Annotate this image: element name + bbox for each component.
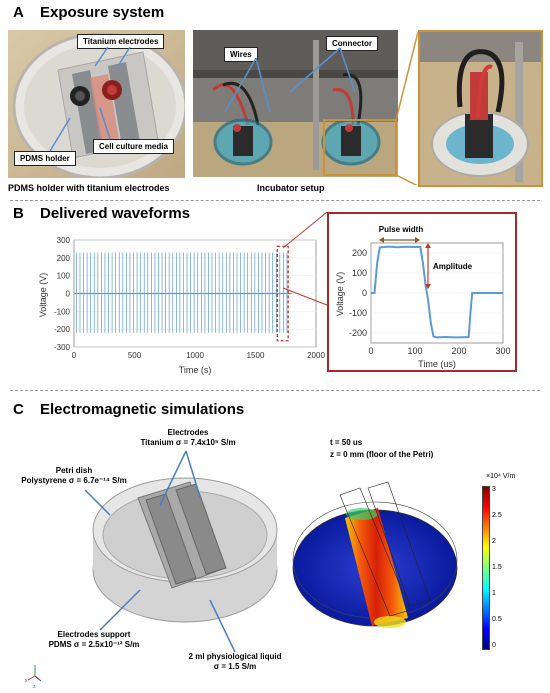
zoom-x-tick: 200	[451, 346, 467, 356]
train-x-tick: 0	[71, 351, 77, 360]
train-x-tick: 1500	[246, 351, 265, 360]
pulse-trace	[371, 247, 503, 338]
zoom-y-tick: 200	[351, 248, 367, 258]
colorbar-tick: 0	[492, 642, 496, 649]
train-y-tick: -300	[53, 343, 70, 352]
petri-dish-conductivity: Polystyrene σ = 6.7e⁻¹⁴ S/m	[21, 476, 127, 485]
label-pdms-holder: PDMS holder	[14, 151, 76, 166]
zoom-x-tick: 100	[407, 346, 423, 356]
support-name: Electrodes support	[57, 630, 131, 639]
colorbar-tick: 2	[492, 538, 496, 545]
train-x-tick: 500	[127, 351, 142, 360]
colorbar	[482, 486, 490, 650]
colorbar-tick: 3	[492, 486, 496, 493]
amplitude-label: Amplitude	[433, 262, 473, 271]
train-y-tick: -200	[53, 325, 70, 335]
panel-a-letter: A	[13, 4, 24, 21]
support-conductivity: PDMS σ = 2.5x10⁻¹² S/m	[48, 640, 140, 649]
panel-c-title: Electromagnetic simulations	[40, 401, 245, 418]
zoom-x-tick: 300	[495, 346, 511, 356]
single-pulse-chart	[329, 214, 515, 370]
train-x-tick: 1000	[186, 351, 204, 360]
zoom-y-tick: -200	[348, 328, 367, 338]
field-simulation-map	[290, 480, 465, 640]
colorbar-tick: 0.5	[492, 616, 502, 623]
zoom-y-tick: -100	[348, 308, 367, 318]
zoom-y-tick: 0	[361, 288, 367, 298]
pulse-width-annotation	[379, 225, 424, 243]
y-axis-label: Voltage (V)	[335, 271, 345, 317]
electrodes-name: Electrodes	[167, 428, 209, 437]
zoom-y-tick: 100	[351, 268, 367, 278]
caption-pdms-holder: PDMS holder with titanium electrodes	[8, 183, 170, 193]
electrodes-conductivity: Titanium σ = 7.4x10⁵ S/m	[140, 438, 236, 447]
train-y-tick: 0	[65, 289, 70, 299]
label-titanium-electrodes: Titanium electrodes	[77, 34, 164, 49]
train-y-tick: -100	[53, 307, 70, 317]
petri-dish-name: Petri dish	[55, 466, 93, 475]
colorbar-unit-text: V/m	[502, 473, 516, 480]
colorbar-ticks	[492, 486, 512, 648]
label-wires: Wires	[224, 47, 258, 62]
caption-incubator-setup: Incubator setup	[257, 183, 325, 193]
train-x-tick: 2000	[307, 351, 325, 360]
svg-text:x: x	[25, 678, 28, 684]
liquid-name: 2 ml physiological liquid	[188, 652, 282, 661]
panel-a-title: Exposure system	[40, 4, 165, 21]
axis-triad	[25, 662, 47, 688]
x-axis-label: Time (s)	[178, 365, 212, 375]
liquid-conductivity: σ = 1.5 S/m	[213, 662, 257, 671]
colorbar-tick: 2.5	[492, 512, 502, 519]
simulation-depth: z = 0 mm (floor of the Petri)	[330, 450, 434, 459]
zoom-waveform-box	[327, 212, 517, 372]
colorbar-tick: 1.5	[492, 564, 502, 571]
pulse-width-label: Pulse width	[378, 225, 424, 234]
panel-b-letter: B	[13, 205, 24, 222]
train-y-tick: 200	[56, 253, 70, 263]
train-y-tick: 100	[56, 271, 70, 281]
label-cell-culture-media: Cell culture media	[93, 139, 174, 154]
colorbar-unit	[486, 473, 515, 480]
y-axis-label: Voltage (V)	[38, 272, 48, 318]
panel-b-title: Delivered waveforms	[40, 205, 191, 222]
x-axis-label: Time (us)	[418, 359, 456, 369]
svg-text:z: z	[33, 684, 36, 688]
zoom-x-tick: 0	[368, 346, 374, 356]
panel-c-letter: C	[13, 401, 24, 418]
colorbar-tick: 1	[492, 590, 496, 597]
label-connector: Connector	[326, 36, 378, 51]
amplitude-annotation	[425, 243, 473, 289]
colorbar-multiplier: ×10⁴	[486, 473, 501, 480]
simulation-time: t = 50 us	[330, 438, 363, 447]
train-y-tick: 300	[56, 236, 70, 245]
